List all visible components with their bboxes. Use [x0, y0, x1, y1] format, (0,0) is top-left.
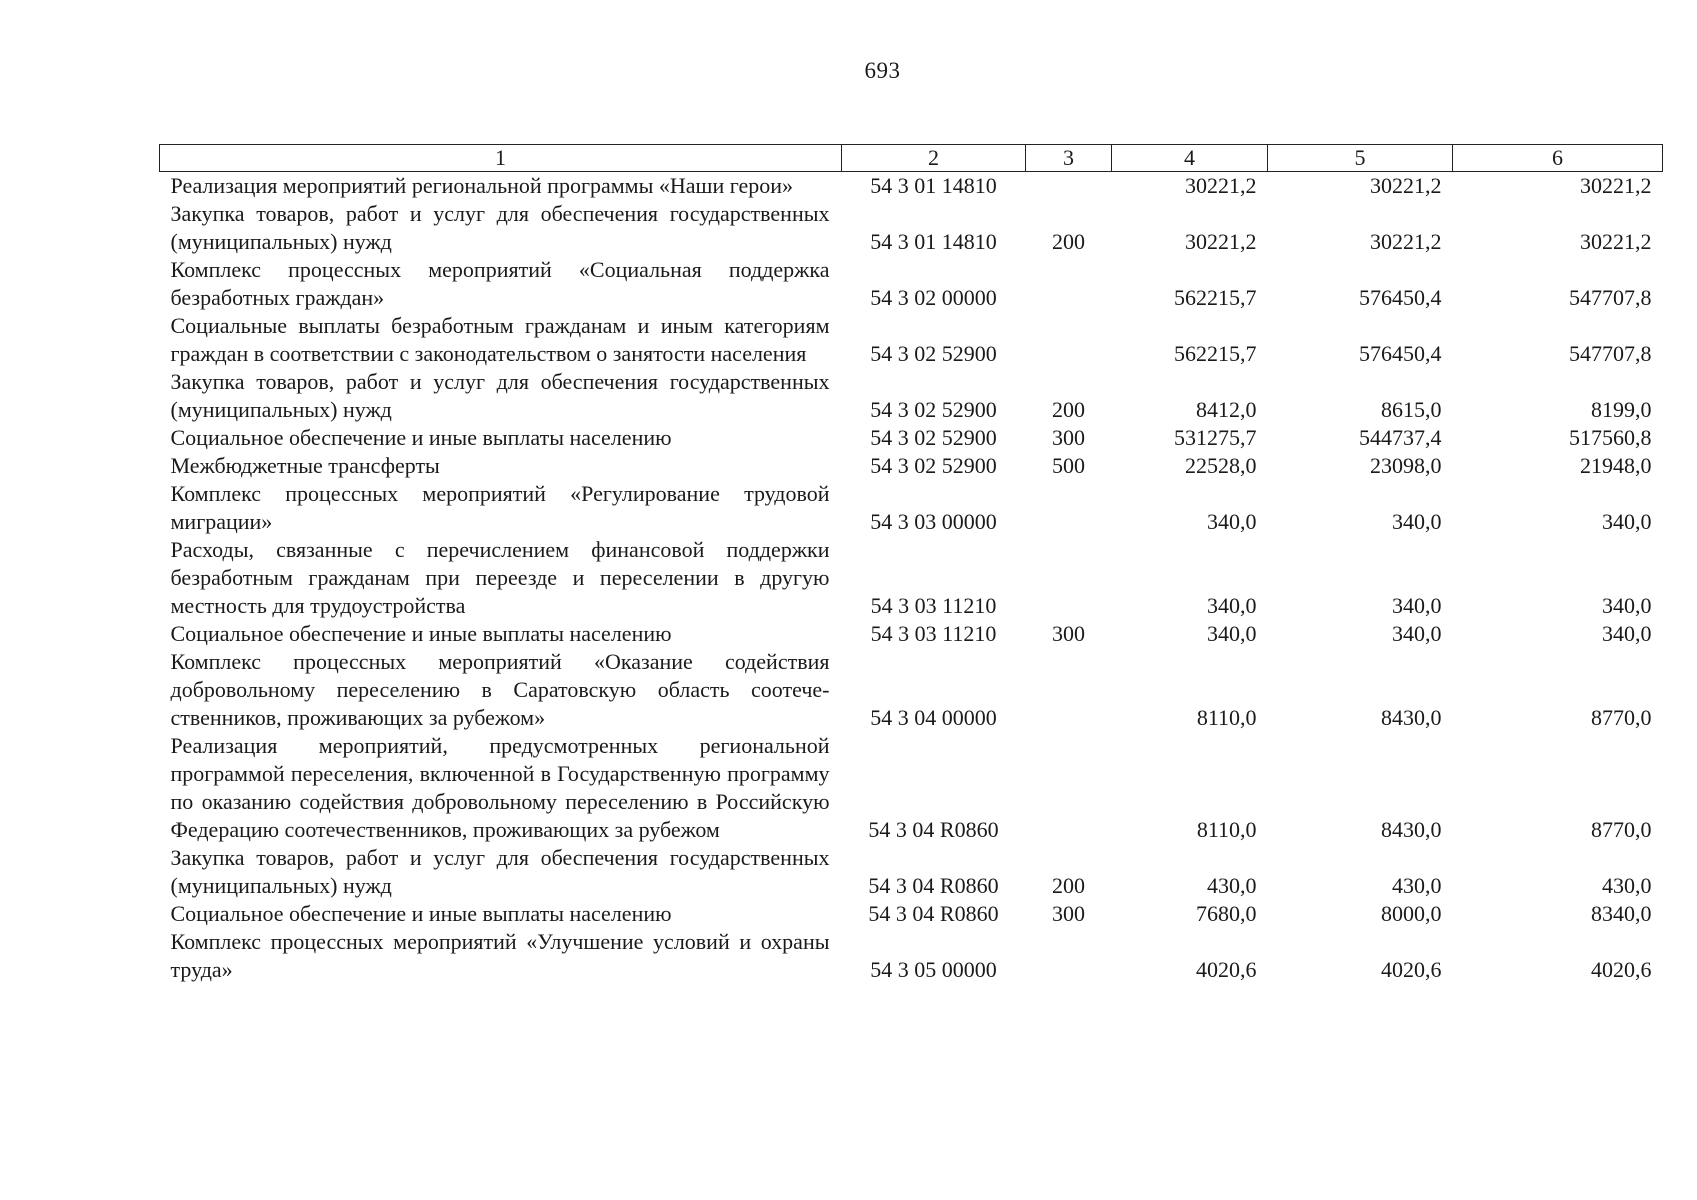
row-name: Закупка товаров, работ и услуг для обеспечения государственных (муниципальных) нужд [170, 201, 830, 254]
row-name: Расходы, связанные с перечислением финансовой поддержки безработным гражданам при переезде и переселении в другую местность для трудоустройства [170, 537, 830, 618]
row-kind: 300 [1052, 425, 1085, 450]
row-amount-3: 30221,2 [1580, 229, 1652, 254]
row-amount-2: 340,0 [1392, 593, 1442, 618]
row-name: Социальное обеспечение и иные выплаты населению [170, 425, 672, 450]
table-row [160, 368, 1663, 424]
row-amount-3: 4020,6 [1591, 957, 1652, 982]
row-amount-1: 340,0 [1207, 621, 1257, 646]
row-code: 54 3 03 11210 [870, 593, 997, 618]
row-amount-1: 30221,2 [1185, 229, 1257, 254]
table-row [160, 732, 1663, 844]
row-kind [1026, 928, 1112, 984]
row-amount-1: 8412,0 [1196, 397, 1257, 422]
row-amount-2: 544737,4 [1359, 425, 1442, 450]
row-kind: 200 [1052, 397, 1085, 422]
row-code: 54 3 02 52900 [870, 453, 997, 478]
row-amount-1: 4020,6 [1196, 957, 1257, 982]
row-code: 54 3 04 00000 [870, 705, 997, 730]
row-name: Комплекс процессных мероприятий «Улучшение условий и охраны труда» [170, 929, 830, 982]
row-name: Комплекс процессных мероприятий «Регулирование трудовой миграции» [170, 481, 830, 534]
row-kind: 500 [1052, 453, 1085, 478]
table-row [160, 256, 1663, 312]
row-name: Межбюджетные трансферты [170, 453, 440, 478]
row-amount-2: 23098,0 [1370, 453, 1442, 478]
row-code: 54 3 02 00000 [870, 285, 997, 310]
row-amount-3: 8770,0 [1591, 817, 1652, 842]
row-amount-3: 547707,8 [1569, 341, 1652, 366]
row-name: Социальное обеспечение и иные выплаты населению [170, 901, 672, 926]
row-name: Комплекс процессных мероприятий «Социальная поддержка безработных граждан» [170, 257, 830, 310]
row-amount-1: 430,0 [1207, 873, 1257, 898]
row-amount-3: 8770,0 [1591, 705, 1652, 730]
row-kind [1026, 732, 1112, 844]
column-header-amount-3: 6 [1453, 145, 1663, 172]
column-header-amount-1: 4 [1112, 145, 1268, 172]
row-amount-3: 21948,0 [1580, 453, 1652, 478]
row-code: 54 3 01 14810 [870, 229, 997, 254]
row-amount-3: 340,0 [1602, 621, 1652, 646]
row-amount-2: 4020,6 [1381, 957, 1442, 982]
table-row [160, 900, 1663, 928]
table-row [160, 172, 1663, 201]
row-name: Реализация мероприятий региональной программы «Наши герои» [170, 173, 793, 198]
row-kind [1026, 172, 1112, 201]
row-kind: 300 [1052, 901, 1085, 926]
row-code: 54 3 01 14810 [870, 173, 997, 198]
row-amount-2: 8615,0 [1381, 397, 1442, 422]
table-row [160, 452, 1663, 480]
row-kind: 200 [1052, 873, 1085, 898]
row-kind [1026, 536, 1112, 620]
table-row [160, 928, 1663, 984]
column-header-amount-2: 5 [1268, 145, 1453, 172]
table-header-row [160, 145, 1663, 172]
row-code: 54 3 02 52900 [870, 425, 997, 450]
row-amount-3: 30221,2 [1580, 173, 1652, 198]
row-kind [1026, 312, 1112, 368]
row-name: Закупка товаров, работ и услуг для обеспечения государственных (муниципальных) нужд [170, 845, 830, 898]
row-amount-1: 8110,0 [1196, 705, 1257, 730]
row-amount-2: 30221,2 [1370, 229, 1442, 254]
row-kind [1026, 480, 1112, 536]
row-amount-1: 531275,7 [1174, 425, 1257, 450]
column-header-name: 1 [160, 145, 842, 172]
row-code: 54 3 02 52900 [870, 397, 997, 422]
row-amount-3: 430,0 [1602, 873, 1652, 898]
row-amount-2: 8430,0 [1381, 705, 1442, 730]
row-amount-3: 340,0 [1602, 593, 1652, 618]
row-kind [1026, 256, 1112, 312]
row-code: 54 3 04 R0860 [868, 901, 999, 926]
table-row [160, 844, 1663, 900]
row-amount-1: 22528,0 [1185, 453, 1257, 478]
row-amount-2: 340,0 [1392, 509, 1442, 534]
row-amount-2: 576450,4 [1359, 341, 1442, 366]
column-header-code: 2 [842, 145, 1026, 172]
row-name: Закупка товаров, работ и услуг для обеспечения государственных (муниципальных) нужд [170, 369, 830, 422]
table-row [160, 312, 1663, 368]
row-name: Социальные выплаты безработным гражданам и иным категориям граждан в соответствии с законодательством о занятости населения [170, 313, 830, 366]
row-code: 54 3 04 R0860 [868, 817, 999, 842]
row-amount-1: 562215,7 [1174, 341, 1257, 366]
row-kind: 200 [1052, 229, 1085, 254]
row-amount-3: 517560,8 [1569, 425, 1652, 450]
row-amount-2: 30221,2 [1370, 173, 1442, 198]
row-kind: 300 [1052, 621, 1085, 646]
table-row [160, 200, 1663, 256]
row-amount-3: 547707,8 [1569, 285, 1652, 310]
row-code: 54 3 03 11210 [870, 621, 997, 646]
table-row [160, 620, 1663, 648]
table-body [160, 172, 1663, 985]
row-amount-1: 30221,2 [1185, 173, 1257, 198]
row-name: Комплекс процессных мероприятий «Оказание содействия добровольному переселению в Саратовскую область соотечественников, проживающих за рубежом» [170, 649, 830, 730]
row-amount-1: 562215,7 [1174, 285, 1257, 310]
table-row [160, 648, 1663, 732]
page-number: 693 [864, 58, 901, 83]
row-amount-2: 340,0 [1392, 621, 1442, 646]
row-amount-2: 576450,4 [1359, 285, 1442, 310]
row-amount-3: 8199,0 [1591, 397, 1652, 422]
budget-table [159, 144, 1663, 984]
row-code: 54 3 04 R0860 [868, 873, 999, 898]
row-amount-2: 430,0 [1392, 873, 1442, 898]
column-header-kind: 3 [1026, 145, 1112, 172]
row-amount-1: 7680,0 [1196, 901, 1257, 926]
table-row [160, 424, 1663, 452]
table-row [160, 536, 1663, 620]
row-code: 54 3 02 52900 [870, 341, 997, 366]
row-amount-1: 8110,0 [1196, 817, 1257, 842]
row-amount-2: 8430,0 [1381, 817, 1442, 842]
row-amount-1: 340,0 [1207, 509, 1257, 534]
row-name: Социальное обеспечение и иные выплаты населению [170, 621, 672, 646]
row-code: 54 3 05 00000 [870, 957, 997, 982]
row-name: Реализация мероприятий, предусмотренных региональной программой переселения, включенной в Государственную программу по оказанию содействия добровольному переселению в Российскую Федерацию соотечественников, проживающих за рубежом [170, 733, 830, 842]
row-code: 54 3 03 00000 [870, 509, 997, 534]
row-amount-3: 8340,0 [1591, 901, 1652, 926]
row-kind [1026, 648, 1112, 732]
table-row [160, 480, 1663, 536]
row-amount-2: 8000,0 [1381, 901, 1442, 926]
row-amount-1: 340,0 [1207, 593, 1257, 618]
row-amount-3: 340,0 [1602, 509, 1652, 534]
